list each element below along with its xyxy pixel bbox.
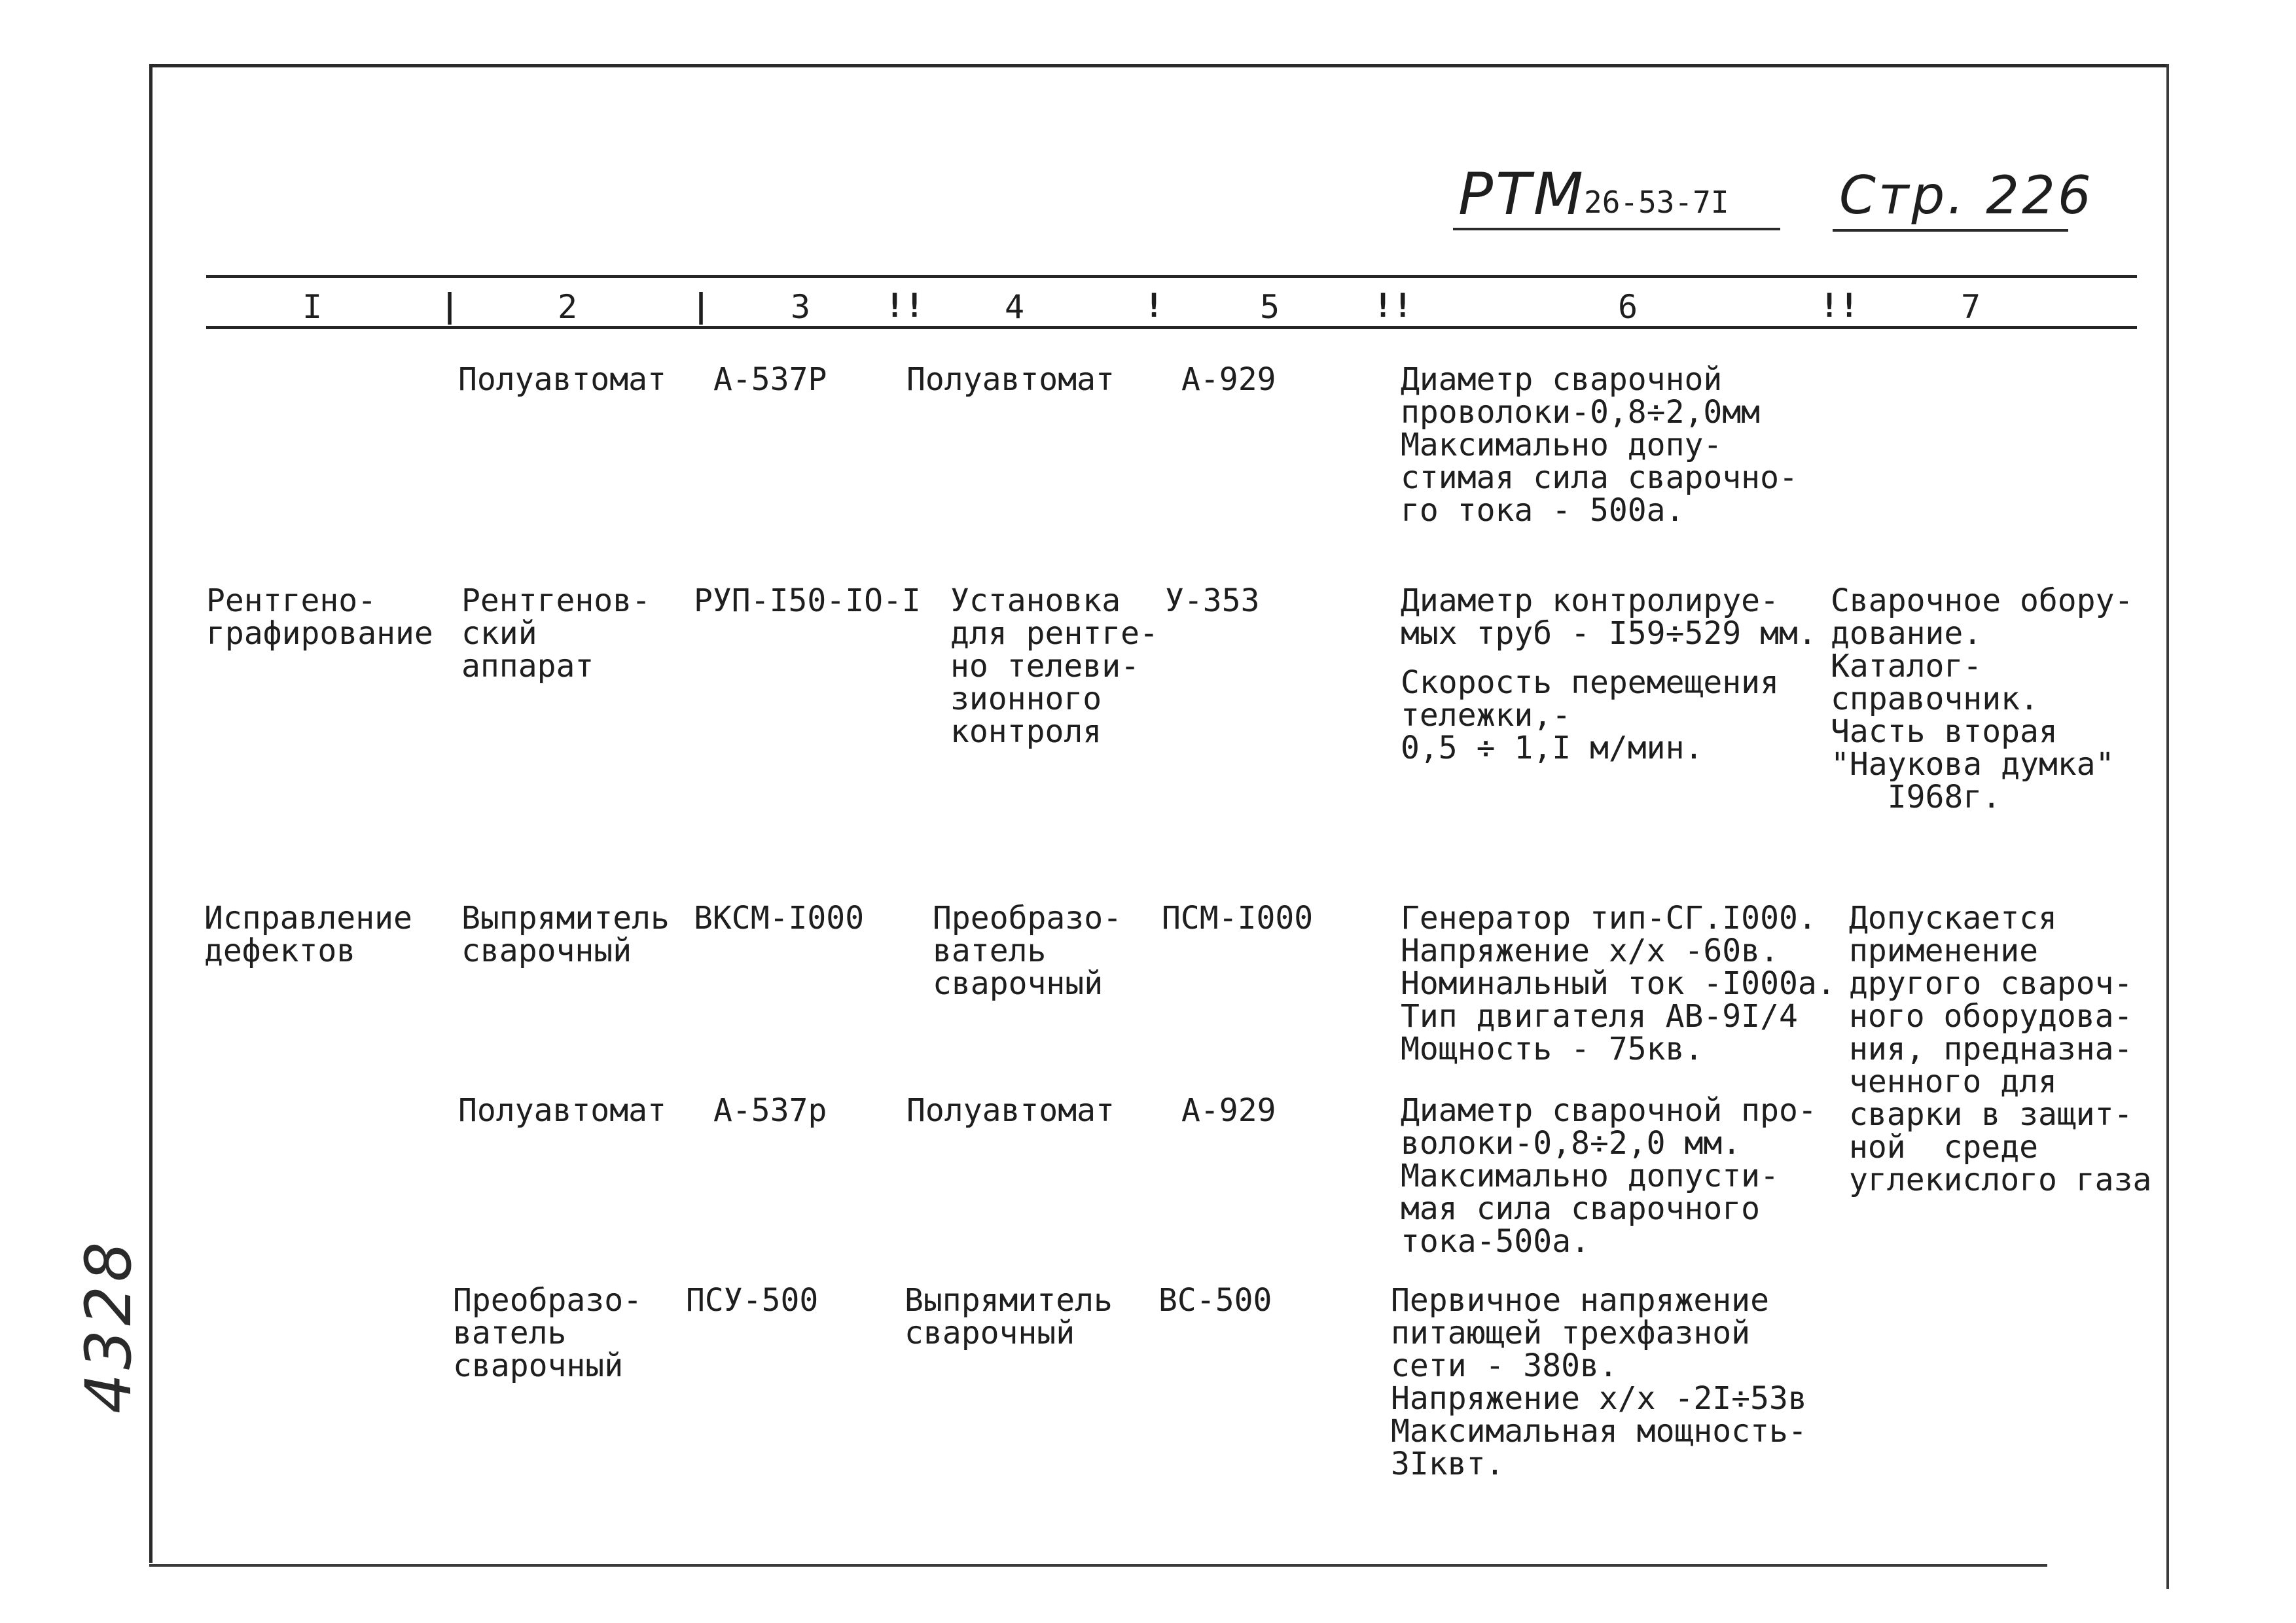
column-header-7: 7 [1961,288,1981,326]
table-cell: Рентгенов- ский аппарат [461,582,651,685]
table-cell: Диаметр контролируе- мых труб - I59÷529 мм. [1401,582,1817,652]
page-number-underline [1833,229,2068,232]
column-header-5: 5 [1260,288,1280,326]
table-cell: Полуавтомат [458,361,666,398]
table-cell: А-929 [1181,361,1276,398]
column-separator: | [440,287,460,325]
table-cell: РУП-I50-IO-I [694,582,921,619]
column-header-1: I [302,288,323,326]
frame-right-border [2166,64,2169,1589]
column-header-4: 4 [1005,288,1025,326]
column-separator: !! [1820,287,1859,325]
frame-bottom-border [149,1564,2047,1567]
table-cell: Выпрямитель сварочный [461,900,670,969]
table-cell: Допускается применение другого свароч- ного оборудова- ния, предназна- ченного для сварки в защит- ной среде углекислого газа [1849,900,2152,1198]
table-cell: Скорость перемещения тележки,- 0,5 ÷ 1,I м/мин. [1401,664,1779,766]
table-cell: Диаметр сварочной про- волоки-0,8÷2,0 мм. Максимально допусти- мая сила сварочного тока-500а. [1401,1092,1817,1260]
frame-left-border [149,64,152,1563]
table-cell: Выпрямитель сварочный [905,1282,1113,1351]
doc-number: 26-53-7I [1584,185,1729,220]
column-separator: !! [1373,287,1413,325]
table-cell: А-929 [1181,1092,1276,1129]
table-cell: Полуавтомат [906,361,1115,398]
table-header-top-rule [206,275,2137,278]
table-cell: А-537Р [713,361,827,398]
table-cell: У-353 [1165,582,1260,619]
column-separator: | [691,287,711,325]
page-number: Стр. 226 [1839,165,2094,226]
doc-code: РТМ [1458,160,1586,228]
table-cell: Сварочное обору- дование. Каталог- справочник. Часть вторая "Наукова думка" I968г. [1831,582,2134,815]
column-header-2: 2 [558,288,578,326]
table-cell: А-537р [713,1092,827,1129]
doc-code-underline [1453,228,1780,230]
table-cell: ВС-500 [1158,1282,1272,1319]
table-cell: ПСУ-500 [686,1282,819,1319]
table-cell: Первичное напряжение питающей трехфазной сети - 380в. Напряжение х/х -2I÷53в Максимальная мощность- 3Iквт. [1391,1282,1807,1482]
table-cell: Преобразо- ватель сварочный [933,900,1122,1002]
column-separator: ! [1144,287,1164,325]
table-header-bottom-rule [206,326,2137,329]
table-cell: Полуавтомат [906,1092,1115,1129]
frame-top-border [149,64,2166,67]
table-cell: ВКСМ-I000 [694,900,865,936]
table-cell: Исправление дефектов [204,900,412,969]
table-cell: Преобразо- ватель сварочный [453,1282,642,1384]
table-cell: Установка для рентге- но телеви- зионного контроля [950,582,1158,750]
table-cell: Генератор тип-СГ.I000. Напряжение х/х -60в. Номинальный ток -I000а. Тип двигателя АВ-9I/4 Мощность - 75кв. [1401,900,1836,1067]
table-cell: Диаметр сварочной проволоки-0,8÷2,0мм Максимально допу- стимая сила сварочно- го тока - 500а. [1401,361,1798,529]
table-cell: Рентгено- графирование [206,582,433,652]
margin-number: 4328 [72,1238,145,1414]
column-separator: !! [885,287,925,325]
column-header-6: 6 [1618,288,1638,326]
table-cell: Полуавтомат [458,1092,666,1129]
table-cell: ПСМ-I000 [1162,900,1314,936]
column-header-3: 3 [791,288,811,326]
